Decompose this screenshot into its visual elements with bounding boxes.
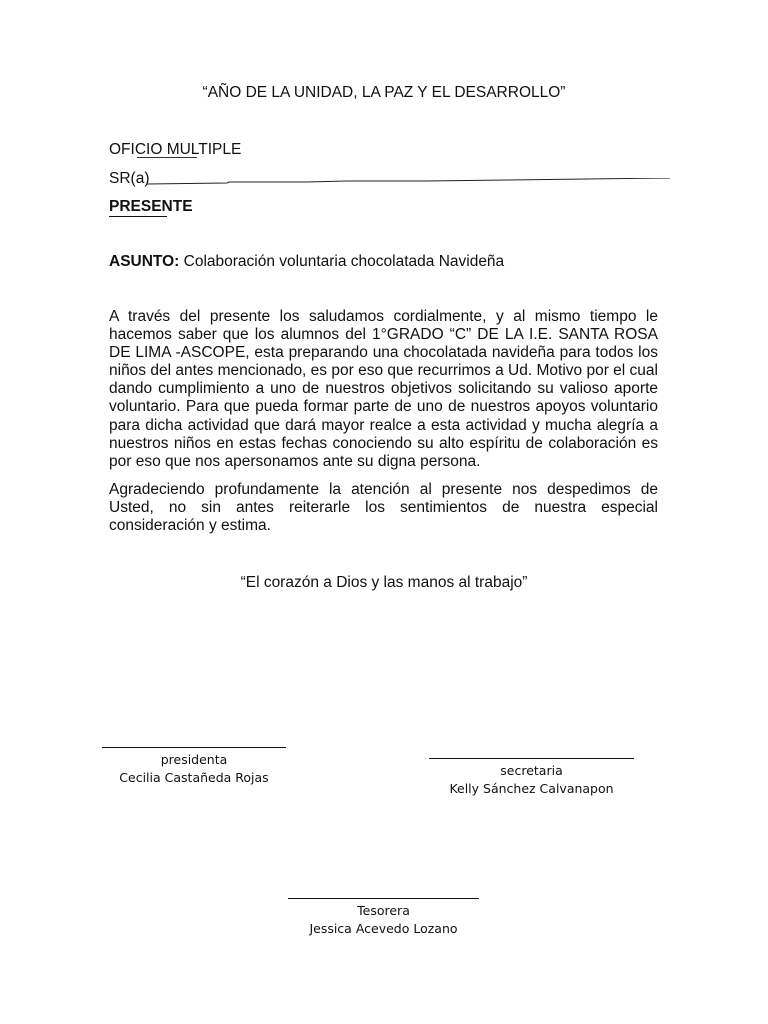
- subject-text: Colaboración voluntaria chocolatada Navideña: [179, 253, 505, 270]
- presente-label: PRESENTE: [109, 198, 193, 215]
- subject-line: [109, 253, 504, 271]
- signature-block-secretaria: [429, 758, 634, 798]
- signature-name: Cecilia Castañeda Rojas: [119, 770, 269, 785]
- signature-line: [429, 758, 634, 759]
- oficio-underline-mark: [137, 157, 197, 158]
- signature-block-tesorera: [288, 898, 479, 938]
- body-paragraph-1: A través del presente los saludamos cordialmente, y al mismo tiempo le hacemos saber que los alumnos del 1°GRADO “C” DE LA I.E. SANTA ROSA DE LIMA -ASCOPE, esta preparando una chocolatada navideña para todos los niños del antes mencionado, es por eso que recurrimos a Ud. Motivo por el cual dando cumplimiento a uno de nuestros objetivos solicitando su valioso aporte voluntario. Para que pueda formar parte de uno de nuestros apoyos voluntario para dicha actividad que dará mayor realce a esta actividad y mucha alegría a nuestros niños en estas fechas conociendo su alto espíritu de colaboración es por eso que nos apersonamos ante su digna persona.: [109, 308, 658, 470]
- signature-line: [102, 747, 286, 748]
- sra-label: SR(a): [109, 170, 150, 187]
- closing-motto: “El corazón a Dios y las manos al trabajo”: [240, 574, 528, 591]
- document-header-title: “AÑO DE LA UNIDAD, LA PAZ Y EL DESARROLLO”: [202, 84, 566, 101]
- presente-underline-mark: [109, 216, 167, 217]
- signature-role: presidenta: [160, 752, 228, 767]
- addressee-blank-line: [147, 178, 670, 188]
- signature-name: Kelly Sánchez Calvanapon: [449, 781, 614, 796]
- signature-name: Jessica Acevedo Lozano: [309, 921, 458, 936]
- body-paragraph-2: Agradeciendo profundamente la atención al presente nos despedimos de Usted, no sin antes reiterarle los sentimientos de nuestra especial consideración y estima.: [109, 481, 658, 535]
- signature-block-presidenta: [102, 747, 286, 787]
- signature-role: Tesorera: [357, 903, 410, 918]
- oficio-multiple-label: OFICIO MULTIPLE: [109, 141, 242, 158]
- signature-line: [288, 898, 479, 899]
- subject-label: ASUNTO:: [109, 253, 180, 270]
- addressee-line: [109, 170, 149, 188]
- signature-role: secretaria: [500, 763, 563, 778]
